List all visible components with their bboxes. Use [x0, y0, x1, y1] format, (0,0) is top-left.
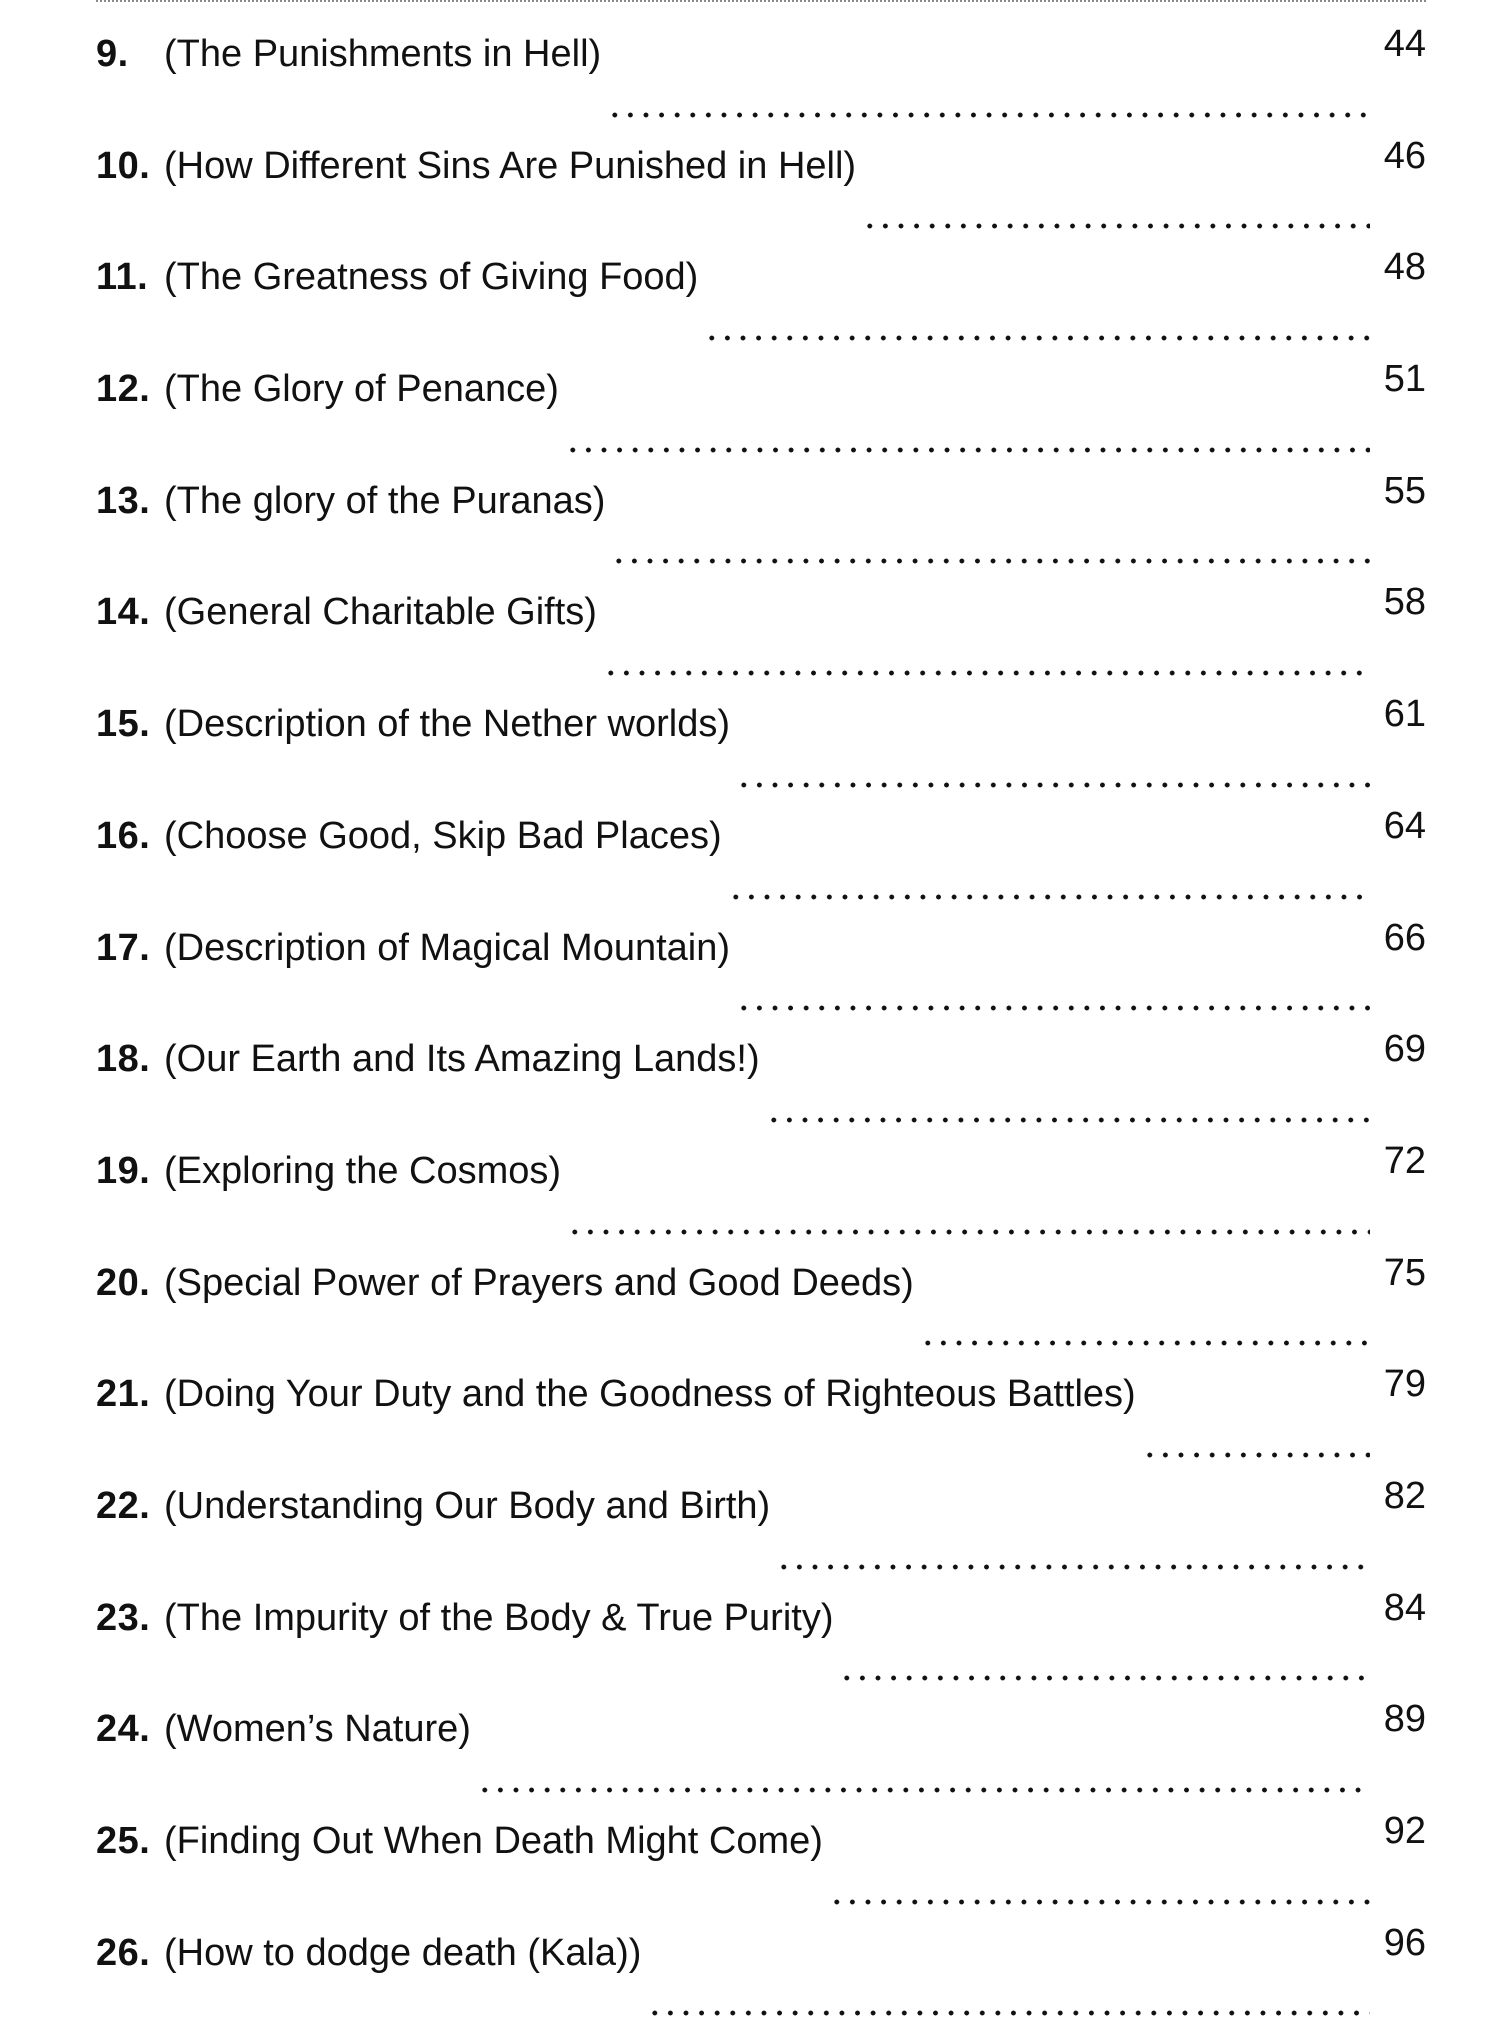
toc-entry-number: 10. — [96, 144, 151, 187]
toc-entry-number: 15. — [96, 703, 151, 746]
toc-entry-title: (Description of the Nether worlds) — [164, 703, 730, 746]
toc-entry-page-number: 48 — [1383, 246, 1426, 289]
toc-entry — [96, 1249, 1426, 1361]
toc-dot-leader — [567, 1227, 1370, 1237]
toc-entry-page-number: 44 — [1383, 23, 1426, 65]
toc-entry — [96, 355, 1426, 467]
toc-dot-leader — [829, 1897, 1370, 1907]
toc-entry-number: 12. — [96, 368, 151, 411]
toc-entry-page-number: 84 — [1383, 1586, 1426, 1629]
toc-dot-leader — [477, 1785, 1370, 1795]
toc-entry-page-number: 72 — [1383, 1139, 1426, 1182]
toc-dot-leader — [603, 668, 1370, 678]
toc-entry-number: 19. — [96, 1149, 151, 1192]
toc-dot-leader — [839, 1673, 1370, 1683]
toc-dot-leader — [1142, 1450, 1370, 1460]
toc-entry-number: 16. — [96, 814, 151, 857]
toc-entry-number: 18. — [96, 1038, 151, 1081]
toc-entry — [96, 1919, 1426, 2030]
toc-entry — [96, 690, 1426, 802]
toc-entry — [96, 1472, 1426, 1584]
toc-entry — [96, 1695, 1426, 1807]
toc-entry-page-number: 51 — [1383, 358, 1426, 401]
toc-dot-leader — [920, 1338, 1370, 1348]
toc-dot-leader — [565, 445, 1370, 455]
toc-dot-leader — [704, 333, 1370, 343]
toc-dot-leader — [736, 780, 1370, 790]
toc-entry — [96, 20, 1426, 132]
toc-entry — [96, 1360, 1426, 1472]
toc-entry-title: (Choose Good, Skip Bad Places) — [164, 814, 722, 857]
toc-entry-title: (The Greatness of Giving Food) — [164, 256, 699, 299]
toc-entry — [96, 578, 1426, 690]
toc-entry-number: 26. — [96, 1931, 151, 1974]
toc-entry — [96, 132, 1426, 244]
toc-entry-page-number: 89 — [1383, 1698, 1426, 1741]
toc-entry-title: (The Glory of Penance) — [164, 368, 559, 411]
toc-entry-title: (Exploring the Cosmos) — [164, 1149, 562, 1192]
toc-entry-number: 13. — [96, 479, 151, 522]
toc-dot-leader — [647, 2008, 1370, 2018]
toc-entry-title: (The Punishments in Hell) — [164, 33, 602, 75]
toc-entry-number: 17. — [96, 926, 151, 969]
toc-dot-leader — [728, 892, 1370, 902]
toc-entry-page-number: 66 — [1383, 916, 1426, 959]
toc-entry-number: 14. — [96, 591, 151, 634]
toc-entry-page-number: 58 — [1383, 581, 1426, 624]
toc-entry-page-number: 92 — [1383, 1810, 1426, 1852]
toc-entry-title: (Finding Out When Death Might Come) — [164, 1820, 823, 1862]
toc-entry-number: 9. — [96, 33, 129, 75]
toc-entry — [96, 1025, 1426, 1137]
toc-entry-number: 11. — [96, 256, 149, 299]
toc-entry-title: (Description of Magical Mountain) — [164, 926, 731, 969]
toc-entry-title: (General Charitable Gifts) — [164, 591, 597, 634]
toc-entry-page-number: 55 — [1383, 469, 1426, 512]
toc-entry-title: (Women’s Nature) — [164, 1708, 471, 1751]
toc-entry-title: (How Different Sins Are Punished in Hell) — [164, 144, 857, 187]
toc-entry-number: 22. — [96, 1484, 151, 1527]
toc-entry-title: (Understanding Our Body and Birth) — [164, 1484, 771, 1527]
toc-entry-number: 20. — [96, 1261, 151, 1304]
toc-entry-number: 25. — [96, 1820, 151, 1862]
top-dotted-rule — [96, 0, 1426, 2]
toc-entry — [96, 1807, 1426, 1919]
toc-entry-page-number: 96 — [1383, 1921, 1426, 1964]
toc-entry-title: (How to dodge death (Kala)) — [164, 1931, 642, 1974]
toc-entry — [96, 1584, 1426, 1696]
toc-entry-title: (Our Earth and Its Amazing Lands!) — [164, 1038, 760, 1081]
toc-dot-leader — [607, 110, 1370, 120]
table-of-contents — [96, 20, 1426, 2030]
toc-entry — [96, 1137, 1426, 1249]
toc-entry-number: 24. — [96, 1708, 151, 1751]
toc-entry-title: (Doing Your Duty and the Goodness of Righteous Battles) — [164, 1373, 1136, 1416]
toc-entry-page-number: 82 — [1383, 1474, 1426, 1517]
toc-entry-title: (The Impurity of the Body & True Purity) — [164, 1596, 834, 1639]
toc-dot-leader — [862, 221, 1370, 231]
toc-dot-leader — [766, 1115, 1370, 1125]
toc-entry-title: (Special Power of Prayers and Good Deeds) — [164, 1261, 914, 1304]
toc-entry — [96, 467, 1426, 579]
toc-entry — [96, 243, 1426, 355]
toc-dot-leader — [611, 556, 1370, 566]
toc-entry-title: (The glory of the Puranas) — [164, 479, 606, 522]
toc-entry-page-number: 61 — [1383, 693, 1426, 736]
toc-entry-page-number: 69 — [1383, 1028, 1426, 1071]
toc-dot-leader — [736, 1003, 1370, 1013]
toc-entry-page-number: 46 — [1383, 134, 1426, 177]
toc-entry — [96, 914, 1426, 1026]
toc-entry-page-number: 75 — [1383, 1251, 1426, 1294]
toc-entry-page-number: 64 — [1383, 804, 1426, 847]
toc-entry-page-number: 79 — [1383, 1363, 1426, 1406]
toc-entry — [96, 802, 1426, 914]
toc-entry-number: 23. — [96, 1596, 151, 1639]
toc-entry-number: 21. — [96, 1373, 151, 1416]
toc-dot-leader — [776, 1562, 1370, 1572]
